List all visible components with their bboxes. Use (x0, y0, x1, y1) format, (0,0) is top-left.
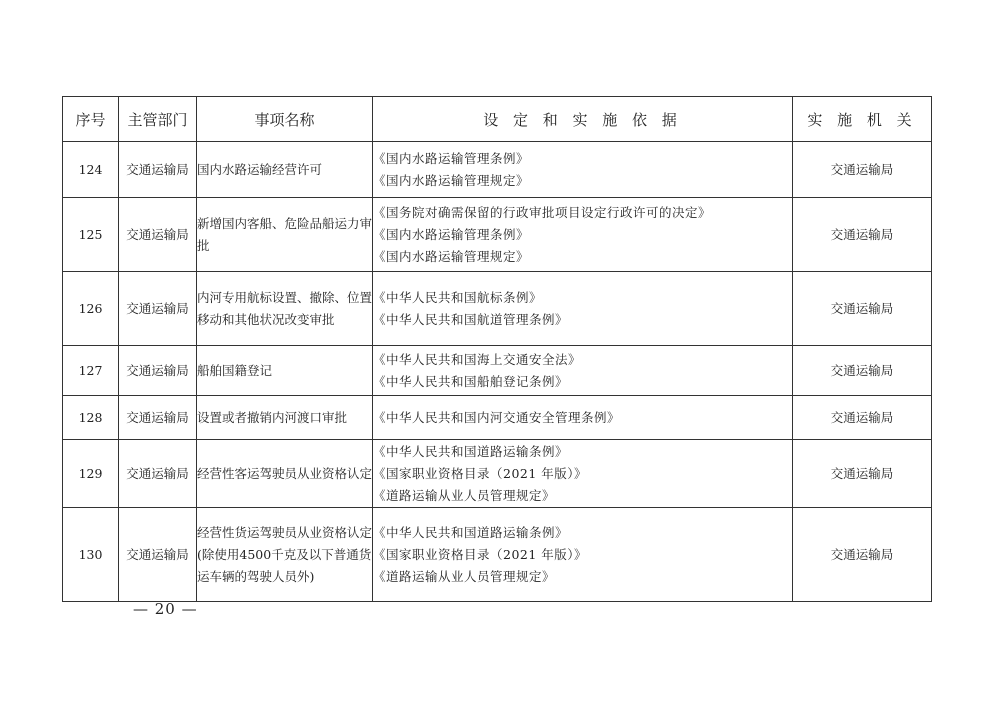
table-row (63, 440, 932, 508)
basis-reference: 《道路运输从业人员管理规定》 (373, 487, 556, 503)
row-agency: 交通运输局 (793, 272, 932, 346)
row-agency: 交通运输局 (793, 396, 932, 440)
page-number: — 20 — (133, 600, 198, 618)
row-item-name: 设置或者撤销内河渡口审批 (197, 396, 373, 440)
row-agency: 交通运输局 (793, 198, 932, 272)
basis-reference: 《国内水路运输管理条例》 (373, 150, 530, 166)
row-seq: 128 (63, 396, 119, 440)
basis-reference: 《道路运输从业人员管理规定》 (373, 568, 556, 584)
basis-reference: 《中华人民共和国船舶登记条例》 (373, 373, 569, 389)
row-dept: 交通运输局 (119, 272, 197, 346)
row-item-name: 内河专用航标设置、撤除、位置移动和其他状况改变审批 (197, 272, 373, 346)
basis-reference: 《中华人民共和国海上交通安全法》 (373, 351, 582, 367)
row-seq: 124 (63, 142, 119, 198)
row-item-name: 经营性货运驾驶员从业资格认定(除使用4500千克及以下普通货运车辆的驾驶人员外) (197, 508, 373, 602)
row-basis (373, 142, 793, 198)
header-agency: 实 施 机 关 (793, 97, 932, 142)
basis-reference: 《中华人民共和国道路运输条例》 (373, 524, 569, 540)
header-seq: 序号 (63, 97, 119, 142)
row-agency: 交通运输局 (793, 508, 932, 602)
basis-reference: 《中华人民共和国道路运输条例》 (373, 443, 569, 459)
table-row (63, 508, 932, 602)
row-basis (373, 396, 793, 440)
row-dept: 交通运输局 (119, 198, 197, 272)
basis-reference: 《中华人民共和国内河交通安全管理条例》 (373, 409, 621, 425)
row-basis (373, 198, 793, 272)
row-basis (373, 346, 793, 396)
table-row (63, 346, 932, 396)
row-dept: 交通运输局 (119, 440, 197, 508)
row-item-name: 经营性客运驾驶员从业资格认定 (197, 440, 373, 508)
row-seq: 127 (63, 346, 119, 396)
basis-reference: 《中华人民共和国航道管理条例》 (373, 311, 569, 327)
row-item-name: 船舶国籍登记 (197, 346, 373, 396)
table-header-row (63, 97, 932, 142)
row-seq: 130 (63, 508, 119, 602)
table-row (63, 198, 932, 272)
row-basis (373, 508, 793, 602)
basis-reference: 《国务院对确需保留的行政审批项目设定行政许可的决定》 (373, 204, 712, 220)
row-dept: 交通运输局 (119, 508, 197, 602)
header-dept: 主管部门 (119, 97, 197, 142)
row-item-name: 新增国内客船、危险品船运力审批 (197, 198, 373, 272)
row-seq: 126 (63, 272, 119, 346)
row-agency: 交通运输局 (793, 346, 932, 396)
row-item-name: 国内水路运输经营许可 (197, 142, 373, 198)
basis-reference: 《中华人民共和国航标条例》 (373, 289, 543, 305)
basis-reference: 《国内水路运输管理规定》 (373, 172, 530, 188)
row-dept: 交通运输局 (119, 346, 197, 396)
row-seq: 129 (63, 440, 119, 508)
row-basis (373, 440, 793, 508)
header-item: 事项名称 (197, 97, 373, 142)
row-agency: 交通运输局 (793, 142, 932, 198)
basis-reference: 《国家职业资格目录（2021 年版）》 (373, 465, 588, 481)
header-basis: 设 定 和 实 施 依 据 (373, 97, 793, 142)
row-basis (373, 272, 793, 346)
row-agency: 交通运输局 (793, 440, 932, 508)
approval-items-table (62, 96, 932, 602)
basis-reference: 《国家职业资格目录（2021 年版）》 (373, 546, 588, 562)
row-seq: 125 (63, 198, 119, 272)
row-dept: 交通运输局 (119, 396, 197, 440)
basis-reference: 《国内水路运输管理规定》 (373, 248, 530, 264)
table-row (63, 272, 932, 346)
basis-reference: 《国内水路运输管理条例》 (373, 226, 530, 242)
table-row (63, 396, 932, 440)
row-dept: 交通运输局 (119, 142, 197, 198)
table-row (63, 142, 932, 198)
